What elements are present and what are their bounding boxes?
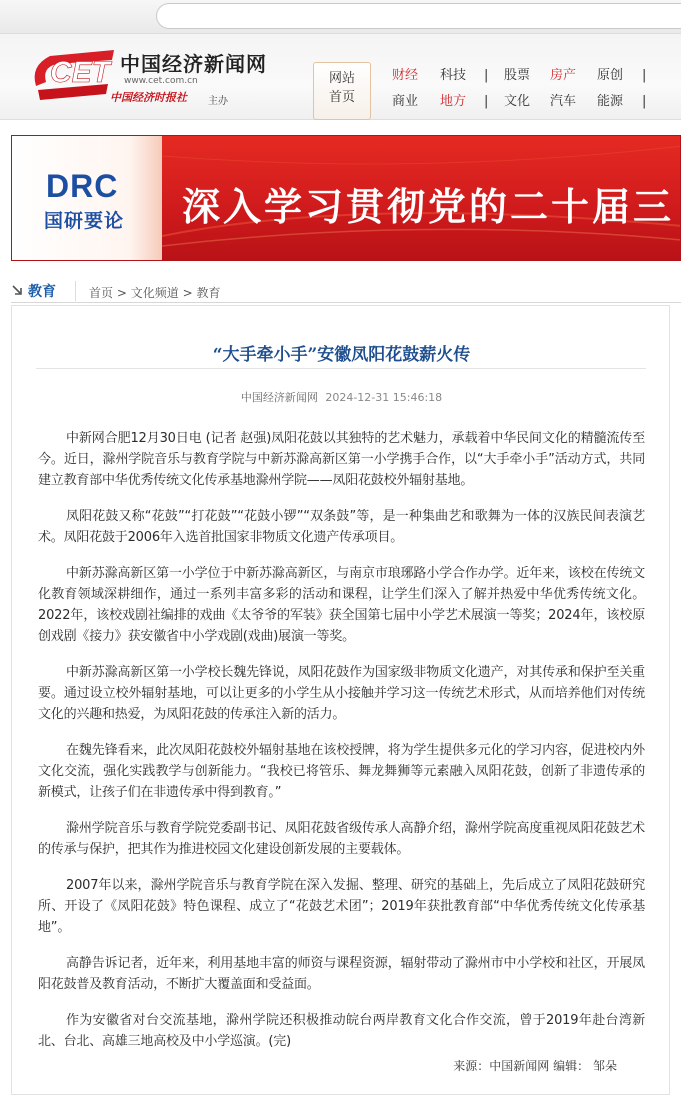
article-meta (12, 389, 671, 405)
banner-brand-sub: 国研要论 (44, 210, 125, 232)
nav-separator: | (484, 94, 489, 109)
svg-text:CET: CET (50, 56, 110, 89)
nav-item-local[interactable]: 地方 (440, 94, 467, 109)
nav-item-culture[interactable]: 文化 (504, 94, 531, 109)
nav-home-label-2: 首页 (328, 90, 355, 105)
breadcrumb-home-link[interactable]: 首页 (89, 286, 114, 300)
site-header (0, 34, 681, 120)
footer-source-label: 来源：中国新闻网 (453, 1059, 550, 1073)
banner-brand: DRC (46, 168, 119, 204)
main-nav (392, 66, 672, 118)
logo-text: 中国经济新闻网 (120, 52, 267, 76)
article-paragraph: 中新苏滁高新区第一小学校长魏先锋说，凤阳花鼓作为国家级非物质文化遗产，对其传承和保护至关重要。通过设立校外辐射基地，可以让更多的小学生从小接触并学习这一传统艺术形式，从而培养他们对传统文化的兴趣和热爱，为凤阳花鼓的传承注入新的活力。 (38, 665, 645, 722)
breadcrumb-channel-link[interactable]: 文化频道 (130, 286, 179, 300)
drc-banner[interactable] (11, 135, 681, 261)
article-source: 中国经济新闻网 (240, 391, 318, 404)
breadcrumb-current-link[interactable]: 教育 (196, 286, 221, 300)
nav-item-energy[interactable]: 能源 (597, 94, 624, 109)
article-date: 2024-12-31 15:46:18 (325, 391, 443, 404)
footer-editor-label: 编辑： (553, 1059, 590, 1073)
article-paragraph: 作为安徽省对台交流基地，滁州学院还积极推动皖台两岸教育文化合作交流，曾于2019年赴台湾新北、台北、高雄三地高校及中小学巡演。(完) (38, 1013, 645, 1049)
logo-paper-name: 中国经济时报社 (110, 91, 187, 104)
article-paragraph: 中新苏滁高新区第一小学位于中新苏滁高新区，与南京市琅琊路小学合作办学。近年来，该校在传统文化教育领域深耕细作，通过一系列丰富多彩的活动和课程，让学生们深入了解并热爱中华优秀传统文化。2022年，该校戏剧社编排的戏曲《太爷爷的军装》获全国第七届中小学艺术展演一等奖；2024年，该校原创戏剧《接力》获安徽省中小学戏剧(戏曲)展演一等奖。 (38, 566, 645, 644)
top-search-box[interactable] (156, 3, 681, 29)
article-paragraph: 在魏先锋看来，此次凤阳花鼓校外辐射基地在该校授牌，将为学生提供多元化的学习内容，促进校内外文化交流，强化实践教学与创新能力。“我校已将管乐、舞龙舞狮等元素融入凤阳花鼓，创新了非遗传承的新模式，让孩子们在非遗传承中得到教育。” (38, 743, 645, 800)
site-logo[interactable] (28, 46, 267, 108)
article-paragraph: 2007年以来，滁州学院音乐与教育学院在深入发掘、整理、研究的基础上，先后成立了凤阳花鼓研究所、开设了《凤阳花鼓》特色课程、成立了“花鼓艺术团”；2019年获批教育部“中华优秀传统文化传承基地”。 (38, 878, 645, 935)
nav-item-business[interactable]: 商业 (392, 94, 419, 109)
nav-home-button[interactable] (313, 62, 371, 120)
breadcrumb-path (89, 284, 220, 301)
cet-logo-icon (28, 46, 120, 104)
arrow-down-right-icon (11, 284, 23, 296)
logo-host: 主办 (208, 96, 228, 107)
nav-item-original[interactable]: 原创 (597, 68, 624, 83)
breadcrumb-section-title: 教育 (28, 284, 56, 300)
banner-headline: 深入学习贯彻党的二十届三 (182, 185, 675, 229)
nav-item-auto[interactable]: 汽车 (550, 94, 577, 109)
breadcrumb (11, 279, 681, 303)
breadcrumb-separator: > (182, 286, 193, 300)
breadcrumb-separator: > (116, 286, 127, 300)
nav-home-label-1: 网站 (328, 71, 355, 86)
breadcrumb-divider (75, 281, 76, 301)
nav-row-2 (392, 92, 672, 118)
banner-brand-panel (12, 136, 180, 260)
article-paragraph: 滁州学院音乐与教育学院党委副书记、凤阳花鼓省级传承人高静介绍，滁州学院高度重视凤阳花鼓艺术的传承与保护，把其作为推进校园文化建设创新发展的主要载体。 (38, 821, 645, 857)
top-strip (0, 0, 681, 34)
article-paragraph: 高静告诉记者，近年来，利用基地丰富的师资与课程资源，辐射带动了滁州市中小学校和社区，开展凤阳花鼓普及教育活动，不断扩大覆盖面和受益面。 (38, 956, 645, 992)
banner-headline-panel (162, 136, 681, 260)
nav-row-1 (392, 66, 672, 92)
nav-item-stocks[interactable]: 股票 (504, 68, 531, 83)
nav-item-tech[interactable]: 科技 (440, 68, 467, 83)
article-footer-source (453, 1057, 617, 1074)
article (11, 305, 670, 1095)
article-body (38, 428, 645, 1067)
nav-item-realestate[interactable]: 房产 (550, 68, 577, 83)
nav-separator: | (484, 68, 489, 83)
article-paragraph: 凤阳花鼓又称“花鼓”“打花鼓”“花鼓小锣”“双条鼓”等，是一种集曲艺和歌舞为一体的汉族民间表演艺术。凤阳花鼓于2006年入选首批国家非物质文化遗产传承项目。 (38, 509, 645, 545)
article-paragraph: 中新网合肥12月30日电 (记者 赵强)凤阳花鼓以其独特的艺术魅力，承载着中华民间文化的精髓流传至今。近日，滁州学院音乐与教育学院与中新苏滁高新区第一小学携手合作，以“大手牵小手”活动方式，共同建立教育部中华优秀传统文化传承基地滁州学院——凤阳花鼓校外辐射基地。 (38, 431, 645, 488)
title-divider (36, 368, 646, 369)
footer-editor: 邹朵 (592, 1059, 617, 1073)
article-title: “大手牵小手”安徽凤阳花鼓薪火传 (212, 345, 471, 365)
nav-separator: | (642, 94, 647, 109)
logo-url: www.cet.com.cn (124, 76, 198, 86)
nav-item-finance[interactable]: 财经 (392, 68, 419, 83)
nav-separator: | (642, 68, 647, 83)
